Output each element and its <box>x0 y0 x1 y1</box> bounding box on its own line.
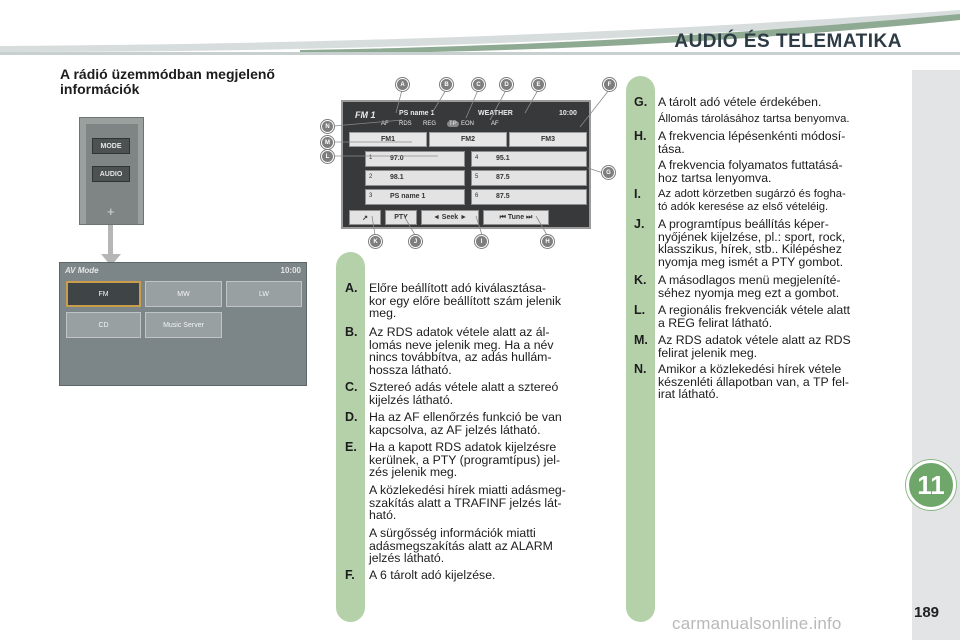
ind-tp: TP <box>449 121 457 127</box>
definition-line: nyőjének kijelzése, pl.: sport, rock, <box>658 229 846 244</box>
left-column-bar <box>336 252 365 622</box>
preset-3[interactable]: 3 PS name 1 <box>365 189 465 205</box>
head-unit-panel <box>79 117 144 225</box>
definition-line: A programtípus beállítás képer- <box>658 217 829 231</box>
definition-line: nyomja meg ismét a PTY gombot. <box>658 254 843 269</box>
definition-line: Az adott körzetben sugárzó és fogha- <box>658 188 846 200</box>
definition-line: hossza látható. <box>369 362 452 377</box>
definition-line: kerülnek, a PTY (programtípus) jel- <box>369 452 561 467</box>
preset-2[interactable]: 2 98.1 <box>365 170 465 186</box>
plus-icon: + <box>107 204 115 219</box>
definition-line: A 6 tárolt adó kijelzése. <box>369 568 496 582</box>
definition-key: J. <box>634 217 645 231</box>
definition-text <box>658 274 902 299</box>
callout-n: N <box>321 120 334 133</box>
callout-f: F <box>603 78 616 91</box>
callout-k: K <box>369 235 382 248</box>
definition-line: A frekvencia lépésenkénti módosí- <box>658 129 846 143</box>
radio-screen <box>341 100 591 229</box>
definition-line: Amikor a közlekedési hírek vétele <box>658 362 842 376</box>
callout-h: H <box>541 235 554 248</box>
ps-name: PS name 1 <box>399 110 435 117</box>
definition-line: Előre beállított adó kiválasztása- <box>369 281 547 295</box>
definition-text <box>658 218 902 268</box>
definition-line: készenléti állapotban van, a TP fel- <box>658 374 849 389</box>
definition-line: A közlekedési hírek miatti adásmeg- <box>369 483 566 497</box>
av-mw-button[interactable]: MW <box>145 281 222 307</box>
definition-line: ható. <box>369 508 397 522</box>
right-column-bar <box>626 76 655 622</box>
definition-key: I. <box>634 187 641 201</box>
definition-text <box>369 411 617 436</box>
fm2-button[interactable]: FM2 <box>429 132 507 147</box>
av-mode-screen <box>59 262 307 386</box>
definition-line: A sürgősség információk miatti <box>369 526 536 540</box>
definition-key: C. <box>345 380 358 394</box>
definition-key: K. <box>634 273 647 287</box>
callout-g: G <box>602 166 615 179</box>
definition-key: F. <box>345 568 355 582</box>
definition-line: jelzés látható. <box>369 551 445 565</box>
definition-text <box>658 334 902 359</box>
definition-line: adásmegszakítás alatt az ALARM <box>369 538 553 553</box>
av-screen-title: AV Mode <box>65 266 99 275</box>
av-cd-button[interactable]: CD <box>66 312 141 338</box>
radio-clock: 10:00 <box>559 110 577 117</box>
definition-text <box>369 282 617 320</box>
definition-line: kor egy előre beállított szám jelenik <box>369 293 562 308</box>
definition-text <box>369 326 617 376</box>
av-fm-button[interactable]: FM <box>66 281 141 307</box>
watermark: carmanualsonline.info <box>672 614 842 633</box>
seek-button[interactable]: ◄ Seek ► <box>421 210 479 225</box>
preset-1[interactable]: 1 97.0 <box>365 151 465 167</box>
definition-text <box>369 569 617 582</box>
definition-line: Ha az AF ellenőrzés funkció be van <box>369 410 562 424</box>
page-number: 189 <box>914 604 940 621</box>
definition-line: nincs továbbítva, az adás hullám- <box>369 350 552 364</box>
preset-4[interactable]: 4 95.1 <box>471 151 587 167</box>
definition-text <box>658 304 902 329</box>
definition-line: kijelzés látható. <box>369 392 454 407</box>
definition-line: séhez nyomja meg ezt a gombot. <box>658 285 840 300</box>
definition-line: hoz tartsa lenyomva. <box>658 170 772 185</box>
definition-line: szakítás alatt a TRAFINF jelzés lát- <box>369 495 562 510</box>
definition-text <box>658 159 902 184</box>
tune-button[interactable]: ⏮ Tune ⏭ <box>483 210 549 225</box>
tune-back-icon: ⏮ <box>499 213 508 221</box>
chapter-badge: 11 <box>906 460 956 510</box>
definition-line: felirat jelenik meg. <box>658 345 758 360</box>
definition-key: N. <box>634 362 647 376</box>
definition-key: A. <box>345 281 358 295</box>
definition-text <box>658 130 902 155</box>
ind-af: AF <box>381 121 389 127</box>
definition-line: tó adók keresése az első vételéig. <box>658 200 829 213</box>
av-lw-button[interactable]: LW <box>226 281 302 307</box>
definition-line: Ha a kapott RDS adatok kijelzésre <box>369 440 557 454</box>
definition-line: klasszikus, hírek, stb.. Kilépéshez <box>658 242 842 256</box>
callout-d: D <box>500 78 513 91</box>
callout-m: M <box>321 136 334 149</box>
definition-text <box>369 484 617 522</box>
av-music-server-button[interactable]: Music Server <box>145 312 222 338</box>
definition-line: zés jelenik meg. <box>369 465 458 479</box>
fm3-button[interactable]: FM3 <box>509 132 587 147</box>
preset-6[interactable]: 6 87.5 <box>471 189 587 205</box>
definition-line: meg. <box>369 306 397 320</box>
definition-key: G. <box>634 95 648 109</box>
callout-e: E <box>532 78 545 91</box>
definition-line: kapcsolva, az AF jelzés látható. <box>369 422 541 437</box>
down-arrow-icon <box>108 225 113 255</box>
callout-a: A <box>396 78 409 91</box>
callout-l: L <box>321 150 334 163</box>
definition-text <box>369 527 617 565</box>
definition-key: H. <box>634 129 647 143</box>
definition-line: Állomás tárolásához tartsa benyomva. <box>658 113 850 125</box>
menu-back-button[interactable] <box>349 210 381 225</box>
definition-line: irat látható. <box>658 387 719 401</box>
definition-text <box>369 441 617 479</box>
definition-line: A tárolt adó vétele érdekében. <box>658 95 822 109</box>
definition-line: A frekvencia folyamatos futtatásá- <box>658 158 843 172</box>
back-arrow-icon: ↗ <box>362 214 368 222</box>
definition-line: Az RDS adatok vétele alatt az ál- <box>369 325 550 339</box>
mode-button[interactable]: MODE <box>92 138 130 154</box>
definition-line: Az RDS adatok vétele alatt az RDS <box>658 333 851 347</box>
definition-line: lomás neve jelenik meg. Ha a név <box>369 337 554 352</box>
definition-line: A regionális frekvenciák vétele alatt <box>658 303 851 317</box>
definition-line: Sztereó adás vétele alatt a sztereó <box>369 380 559 394</box>
definition-line: a REG felirat látható. <box>658 315 773 330</box>
audio-button[interactable]: AUDIO <box>92 166 130 182</box>
definition-text <box>658 96 902 109</box>
callout-c: C <box>472 78 485 91</box>
ind-eon: EON <box>461 121 475 127</box>
section-title: A rádió üzemmódban megjelenő információk <box>60 66 275 97</box>
av-screen-clock: 10:00 <box>280 266 301 275</box>
tune-forward-icon: ⏭ <box>524 213 533 221</box>
definition-key: L. <box>634 303 646 317</box>
definition-key: B. <box>345 325 358 339</box>
fm1-button[interactable]: FM1 <box>349 132 427 147</box>
side-strip <box>912 70 960 640</box>
ind-reg: REG <box>423 121 437 127</box>
ind-rds: RDS <box>399 121 412 127</box>
callout-i: I <box>475 235 488 248</box>
definition-key: D. <box>345 410 358 424</box>
definition-text <box>658 363 902 401</box>
chapter-title: AUDIÓ ÉS TELEMATIKA <box>674 31 902 52</box>
definition-text <box>658 188 902 213</box>
definition-text <box>658 113 902 126</box>
definition-text <box>369 381 617 406</box>
callout-b: B <box>440 78 453 91</box>
definition-line: A másodlagos menü megjeleníté- <box>658 273 841 287</box>
callout-j: J <box>409 235 422 248</box>
definition-key: M. <box>634 333 648 347</box>
pty-button[interactable]: PTY <box>385 210 417 225</box>
definition-line: tása. <box>658 141 685 156</box>
definition-key: E. <box>345 440 357 454</box>
preset-5[interactable]: 5 87.5 <box>471 170 587 186</box>
weather-label: WEATHER <box>478 110 513 117</box>
ind-af-2: AF <box>491 121 499 127</box>
band-label: FM 1 <box>355 110 376 120</box>
